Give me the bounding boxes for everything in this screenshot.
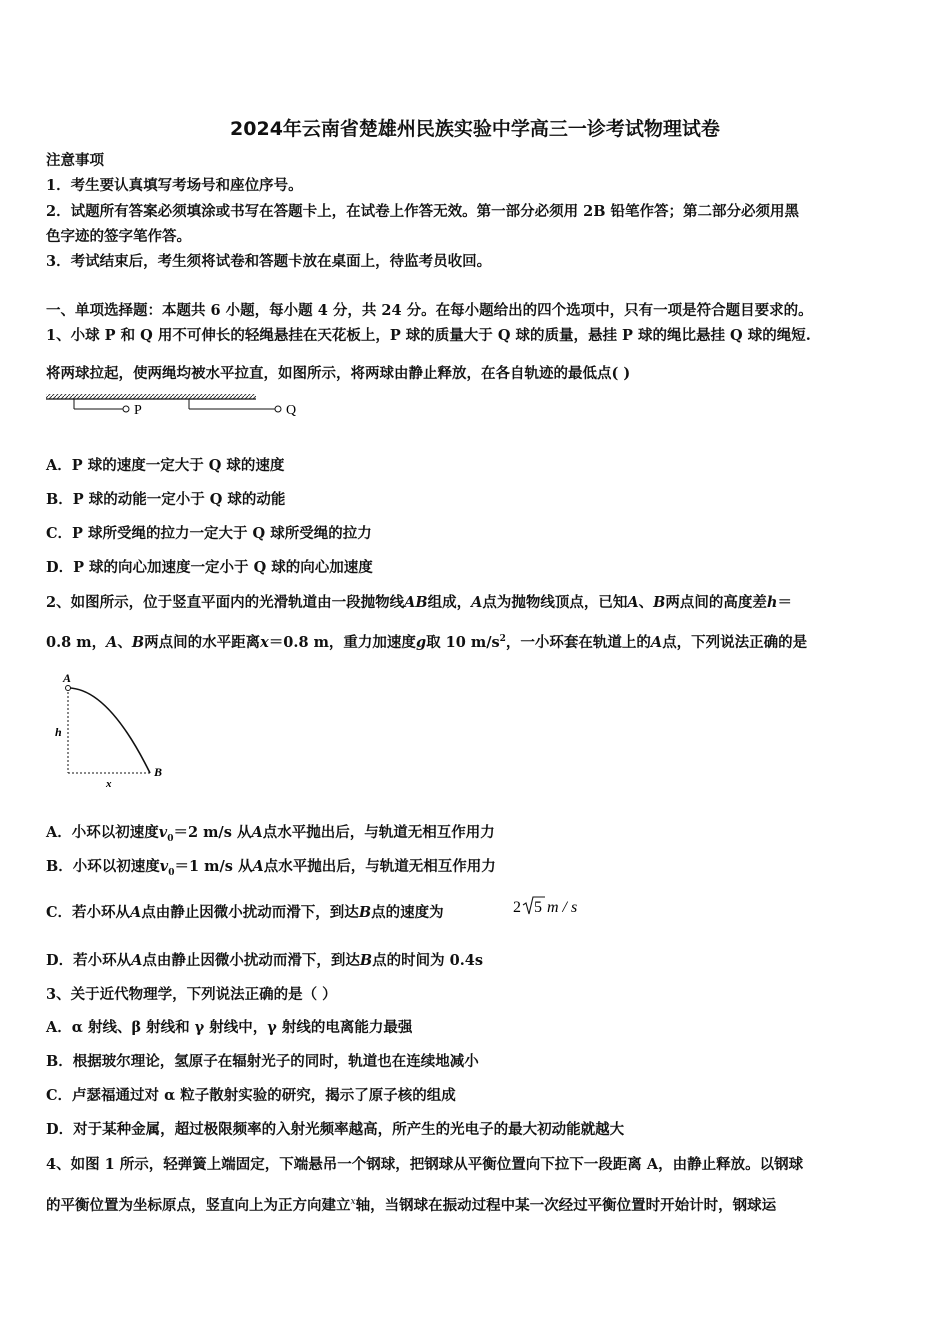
q2-option-a: A．小环以初速度$v_0=2$ m/s 从A点水平抛出后，与轨道无相互作用力 xyxy=(46,824,495,844)
q3-stem: 3、关于近代物理学，下列说法正确的是（ ） xyxy=(46,986,337,1003)
section1-heading: 一、单项选择题：本题共 6 小题，每小题 4 分，共 24 分。在每小题给出的四个选项中，只有一项是符合题目要求的。 xyxy=(46,302,813,319)
q1-stem-line2: 将两球拉起，使两绳均被水平拉直，如图所示，将两球由静止释放，在各自轨迹的最低点( ) xyxy=(46,365,631,382)
q2-option-b: B．小环以初速度$v_0=1$ m/s 从A点水平抛出后，与轨道无相互作用力 xyxy=(46,858,496,878)
q3-option-a: A．α 射线、β 射线和 γ 射线中，γ 射线的电离能力最强 xyxy=(46,1019,413,1036)
q1-stem-line1: 1、小球 P 和 Q 用不可伸长的轻绳悬挂在天花板上，P 球的质量大于 Q 球的质量，悬挂 P 球的绳比悬挂 Q 球的绳短. xyxy=(46,327,811,344)
fig-label-h: h xyxy=(55,725,62,739)
q3-option-b: B．根据玻尔理论，氢原子在辐射光子的同时，轨道也在连续地减小 xyxy=(46,1053,479,1070)
svg-text:5: 5 xyxy=(534,899,542,916)
q1-option-c: C．P 球所受绳的拉力一定大于 Q 球所受绳的拉力 xyxy=(46,525,372,542)
q2-figure xyxy=(50,668,180,793)
parabola-track xyxy=(68,688,150,773)
q2-stem-line1: 2、如图所示，位于竖直平面内的光滑轨道由一段抛物线AB组成，A点为抛物线顶点，已知A、B两点间的高度差h＝ xyxy=(46,594,792,611)
q1-figure xyxy=(44,392,314,420)
q2-option-d: D．若小环从A点由静止因微小扰动而滑下，到达B点的时间为 0.4s xyxy=(46,952,484,969)
q1-option-d: D．P 球的向心加速度一定小于 Q 球的向心加速度 xyxy=(46,559,373,576)
note-item-1: 1．考生要认真填写考场号和座位序号。 xyxy=(46,177,303,194)
fig-label-a: A xyxy=(63,671,72,685)
ball-p xyxy=(123,406,129,412)
note-item-2: 2．试题所有答案必须填涂或书写在答题卡上，在试卷上作答无效。第一部分必须用 2B 铅笔作答；第二部分必须用黑 xyxy=(46,203,800,220)
q1-option-a: A．P 球的速度一定大于 Q 球的速度 xyxy=(46,457,285,474)
ball-q xyxy=(275,406,281,412)
q2-stem-line2: 0.8 m，A、B两点间的水平距离x＝0.8 m，重力加速度g取 10 $m/s^2$，一小环套在轨道上的A点，下列说法正确的是 xyxy=(46,633,808,651)
ring xyxy=(66,686,71,691)
q4-stem-line2: 的平衡位置为坐标原点，竖直向上为正方向建立$^x$轴，当钢球在振动过程中某一次经过平衡位置时开始计时，钢球运 xyxy=(46,1196,777,1214)
q3-option-d: D．对于某种金属，超过极限频率的入射光频率越高，所产生的光电子的最大初动能就越大 xyxy=(46,1121,625,1138)
svg-text:m / s: m / s xyxy=(547,899,578,916)
exam-title: 2024年云南省楚雄州民族实验中学高三一诊考试物理试卷 xyxy=(230,118,720,140)
q3-option-c: C．卢瑟福通过对 α 粒子散射实验的研究，揭示了原子核的组成 xyxy=(46,1087,456,1104)
q1-option-b: B．P 球的动能一定小于 Q 球的动能 xyxy=(46,491,286,508)
q4-stem-line1: 4、如图 1 所示，轻弹簧上端固定，下端悬吊一个钢球，把钢球从平衡位置向下拉下一段距离 A，由静止释放。以钢球 xyxy=(46,1156,804,1173)
svg-text:2: 2 xyxy=(513,899,521,916)
notes-heading: 注意事项 xyxy=(46,152,104,169)
fig-label-b: B xyxy=(154,765,163,779)
label-p: P xyxy=(134,403,142,418)
ceiling-hatch xyxy=(46,394,256,399)
fig-label-x: x xyxy=(106,778,112,790)
note-item-2-cont: 色字迹的签字笔作答。 xyxy=(46,228,191,245)
label-q: Q xyxy=(286,403,297,418)
q2-option-c-formula xyxy=(512,893,594,919)
q2-option-c: C．若小环从A点由静止因微小扰动而滑下，到达B点的速度为 xyxy=(46,904,444,921)
note-item-3: 3．考试结束后，考生须将试卷和答题卡放在桌面上，待监考员收回。 xyxy=(46,253,492,270)
